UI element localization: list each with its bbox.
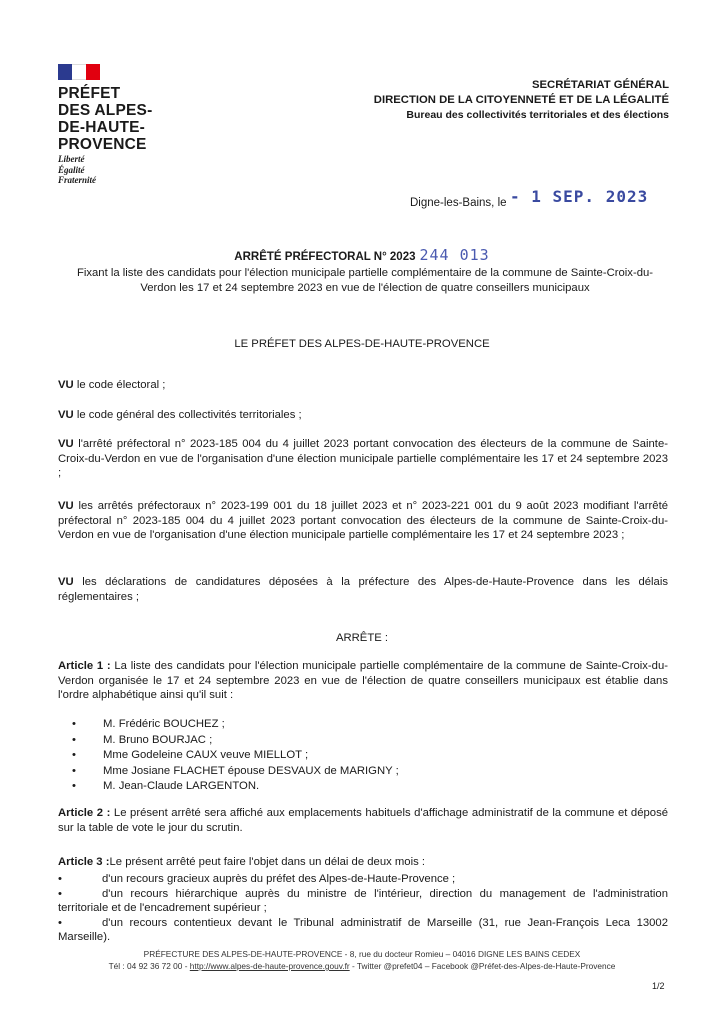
vu-paragraph-1: VU le code électoral ; bbox=[58, 379, 166, 391]
service-line-3: Bureau des collectivités territoriales et des élections bbox=[406, 109, 669, 121]
service-line-2: DIRECTION DE LA CITOYENNETÉ ET DE LA LÉGALITÉ bbox=[373, 94, 669, 106]
article-2: Article 2 : Le présent arrêté sera affiché aux emplacements habituels d'affichage administratif de la commune et déposé sur la table de vote le jour du scrutin. bbox=[58, 807, 668, 834]
date-stamp: - 1 SEP. 2023 bbox=[510, 187, 649, 206]
candidate-list bbox=[58, 717, 399, 795]
document-subtitle: Fixant la liste des candidats pour l'élection municipale partielle complémentaire de la commune de Sainte-Croix-du-Verdon les 17 et 24 septembre 2023 en vue de l'élection de quatre conseillers municipaux bbox=[76, 267, 654, 294]
vu-paragraph-4: VU les arrêtés préfectoraux n° 2023-199 001 du 18 juillet 2023 et n° 2023-221 001 du 9 août 2023 modifiant l'arrêté préfectoral n° 2023-185 004 du 4 juillet 2023 portant convocation des électeurs de la commune de Sainte-Croix-du-Verdon en vue de l'organisation d'une élection municipale partielle complémentaire les 17 et 24 septembre 2023 ; bbox=[58, 500, 668, 541]
place-label: Digne-les-Bains, le bbox=[410, 197, 507, 209]
service-line-1: SECRÉTARIAT GÉNÉRAL bbox=[531, 79, 669, 91]
handwritten-number: 244 013 bbox=[419, 246, 490, 264]
list-item: • M. Jean-Claude LARGENTON. bbox=[58, 779, 399, 795]
vu-paragraph-5: VU les déclarations de candidatures déposées à la préfecture des Alpes-de-Haute-Provence dans les délais réglementaires ; bbox=[58, 576, 668, 603]
republic-flag-logo bbox=[58, 64, 100, 80]
list-item: • M. Bruno BOURJAC ; bbox=[58, 733, 399, 749]
footer-address: PRÉFECTURE DES ALPES-DE-HAUTE-PROVENCE - 8, rue du docteur Romieu – 04016 DIGNE LES BAINS CEDEX bbox=[143, 949, 581, 959]
footer-contacts: Tél : 04 92 36 72 00 - http://www.alpes-de-haute-provence.gouv.fr - Twitter @prefet04 – Facebook @Préfet-des-Alpes-de-Haute-Provence bbox=[108, 961, 616, 971]
page-footer bbox=[0, 948, 724, 972]
list-item: • d'un recours hiérarchique auprès du ministre de l'intérieur, direction du management de l'administration territoriale et de l'encadrement supérieur ; bbox=[58, 887, 668, 914]
arrete-heading: ARRÊTE : bbox=[335, 632, 389, 644]
list-item: • d'un recours contentieux devant le Tribunal administratif de Marseille (31, rue Jean-François Leca 13002 Marseille). bbox=[58, 916, 668, 943]
appeal-list bbox=[58, 872, 668, 945]
vu-paragraph-3: VU l'arrêté préfectoral n° 2023-185 004 du 4 juillet 2023 portant convocation des électeurs de la commune de Sainte-Croix-du-Verdon en vue de l'organisation d'une élection municipale partielle complémentaire les 17 et 24 septembre 2023 ; bbox=[58, 438, 668, 479]
authority-heading: LE PRÉFET DES ALPES-DE-HAUTE-PROVENCE bbox=[234, 338, 490, 350]
institution-name: PRÉFET DES ALPES- DE-HAUTE- PROVENCE bbox=[58, 85, 153, 153]
page-number: 1/2 bbox=[652, 981, 665, 991]
republic-motto: Liberté Égalité Fraternité bbox=[58, 154, 97, 185]
article-1: Article 1 : La liste des candidats pour l'élection municipale partielle complémentaire de la commune de Sainte-Croix-du-Verdon organisée le 17 et 24 septembre 2023 en vue de l'élection de quatre conseillers municipaux est établie dans l'ordre alphabétique ainsi qu'il suit : bbox=[58, 660, 669, 701]
list-item: • Mme Godeleine CAUX veuve MIELLOT ; bbox=[58, 748, 399, 764]
list-item: • d'un recours gracieux auprès du préfet des Alpes-de-Haute-Provence ; bbox=[58, 873, 456, 885]
prefecture-website-link[interactable]: http://www.alpes-de-haute-provence.gouv.fr bbox=[189, 961, 350, 971]
list-item: • Mme Josiane FLACHET épouse DESVAUX de MARIGNY ; bbox=[58, 764, 399, 780]
service-header bbox=[374, 78, 669, 123]
document-title bbox=[0, 246, 724, 264]
title-label: ARRÊTÉ PRÉFECTORAL N° 2023 bbox=[234, 251, 416, 263]
article-3: Article 3 :Le présent arrêté peut faire l'objet dans un délai de deux mois : bbox=[58, 856, 426, 868]
vu-paragraph-2: VU le code général des collectivités territoriales ; bbox=[58, 409, 302, 421]
list-item: • M. Frédéric BOUCHEZ ; bbox=[58, 717, 399, 733]
